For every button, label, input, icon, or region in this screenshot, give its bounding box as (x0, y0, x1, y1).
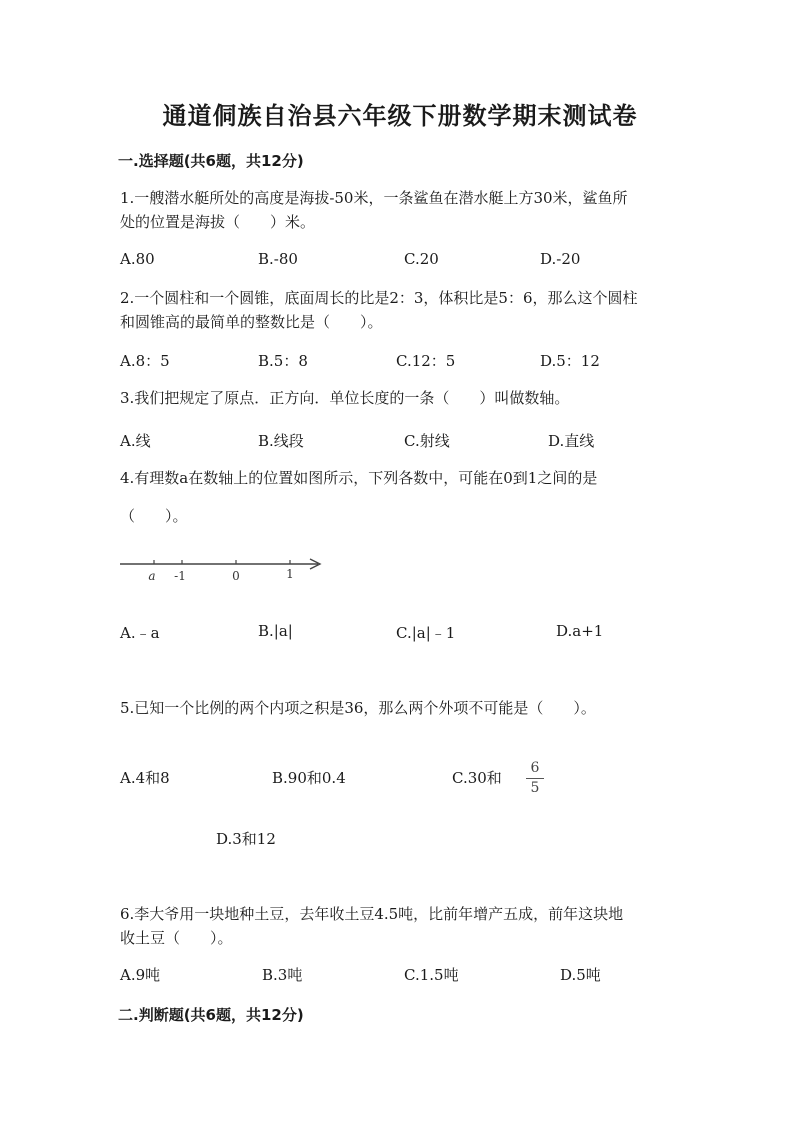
label-0: 0 (232, 569, 240, 583)
question-5-line-1: 5.已知一个比例的两个内项之积是36，那么两个外项不可能是（ ）。 (120, 699, 596, 717)
section-heading-judgement: 二.判断题(共6题，共12分) (118, 1006, 304, 1024)
label-1: 1 (286, 567, 294, 581)
question-4-line-2: （ ）。 (120, 507, 188, 525)
question-1-option-a: A.80 (120, 250, 155, 268)
question-4-option-c: C.|a|﹣1 (396, 624, 456, 642)
label-minus-1: -1 (174, 569, 186, 583)
question-3-option-c: C.射线 (404, 432, 450, 450)
question-3-option-a: A.线 (120, 432, 151, 450)
question-2-line-1: 2.一个圆柱和一个圆锥，底面周长的比是2：3，体积比是5：6，那么这个圆柱 (120, 289, 638, 307)
question-4-option-a: A.﹣a (120, 624, 160, 642)
question-2-option-b: B.5：8 (258, 352, 308, 370)
question-4-option-b: B.|a| (258, 622, 293, 640)
question-2-option-a: A.8：5 (120, 352, 170, 370)
question-6-line-2: 收土豆（ ）。 (120, 929, 233, 947)
number-line-figure (110, 550, 330, 586)
question-2-option-d: D.5：12 (540, 352, 600, 370)
fraction-numerator: 6 (530, 760, 540, 776)
question-1-line-1: 1.一艘潜水艇所处的高度是海拔-50米，一条鲨鱼在潜水艇上方30米，鲨鱼所 (120, 189, 628, 207)
question-1-line-2: 处的位置是海拔（ ）米。 (120, 213, 316, 231)
question-2-option-c: C.12：5 (396, 352, 456, 370)
page-title: 通道侗族自治县六年级下册数学期末测试卷 (162, 102, 638, 130)
question-5-option-b: B.90和0.4 (272, 769, 346, 787)
question-4-option-d: D.a+1 (556, 622, 604, 640)
question-6-line-1: 6.李大爷用一块地种土豆，去年收土豆4.5吨，比前年增产五成，前年这块地 (120, 905, 624, 923)
question-3-option-b: B.线段 (258, 432, 304, 450)
question-2-line-2: 和圆锥高的最简单的整数比是（ ）。 (120, 313, 383, 331)
question-5-option-d: D.3和12 (216, 830, 276, 848)
fraction-six-fifths (524, 760, 546, 797)
fraction-denominator: 5 (530, 780, 540, 796)
question-6-option-c: C.1.5吨 (404, 966, 459, 984)
question-5-option-c: C.30和 (452, 769, 502, 787)
section-heading-choice: 一.选择题(共6题，共12分) (118, 152, 304, 170)
question-3-option-d: D.直线 (548, 432, 595, 450)
question-5-option-a: A.4和8 (120, 769, 170, 787)
question-6-option-a: A.9吨 (120, 966, 161, 984)
question-1-option-d: D.-20 (540, 250, 581, 268)
question-1-option-c: C.20 (404, 250, 439, 268)
question-4-line-1: 4.有理数a在数轴上的位置如图所示，下列各数中，可能在0到1之间的是 (120, 469, 598, 487)
question-1-option-b: B.-80 (258, 250, 298, 268)
fraction-bar (526, 778, 544, 779)
question-6-option-b: B.3吨 (262, 966, 303, 984)
label-a: a (148, 569, 156, 583)
question-6-option-d: D.5吨 (560, 966, 601, 984)
question-3-line-1: 3.我们把规定了原点．正方向．单位长度的一条（ ）叫做数轴。 (120, 389, 570, 407)
